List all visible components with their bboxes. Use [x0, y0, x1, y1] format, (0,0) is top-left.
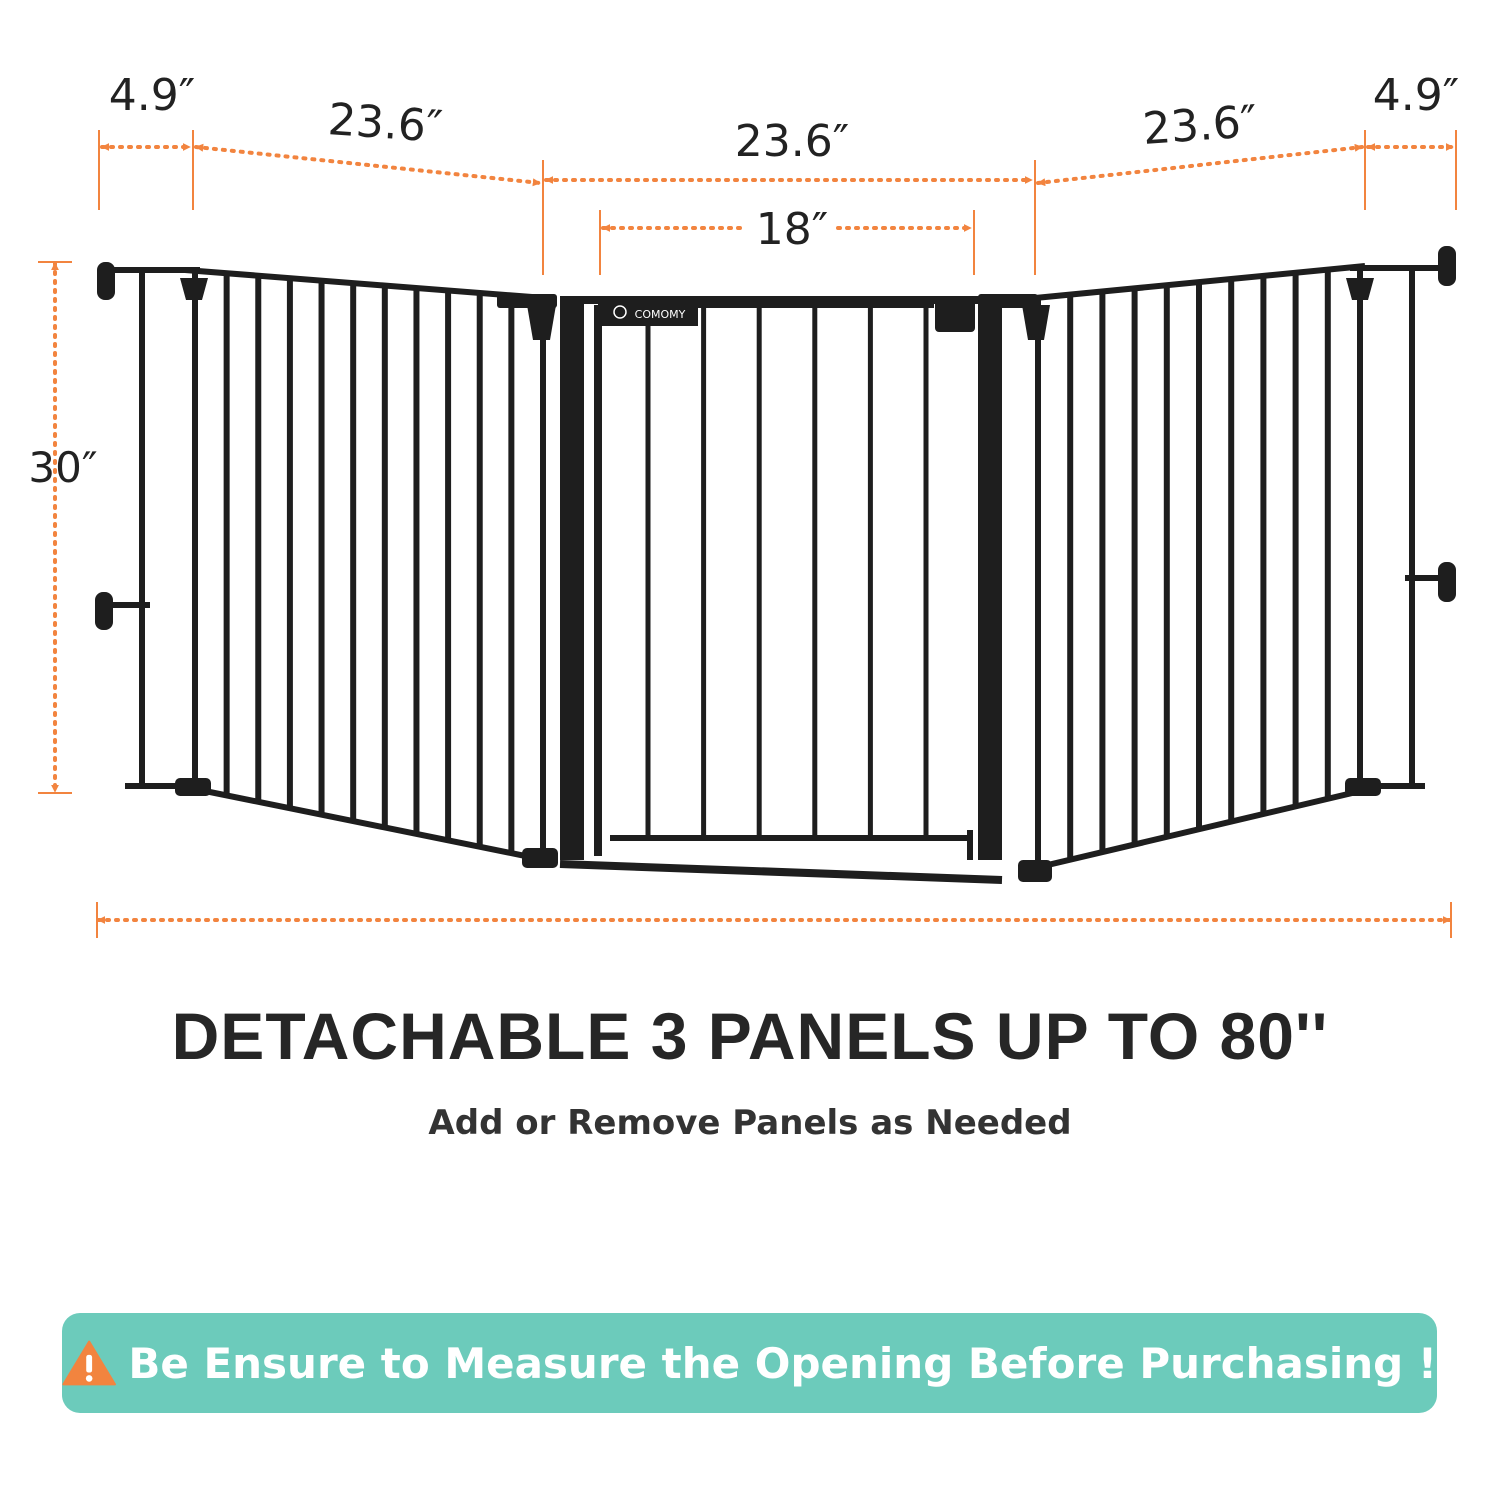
left-end-label: 4.9″	[108, 70, 196, 121]
wall-mount-top-left	[97, 262, 115, 300]
subheadline: Add or Remove Panels as Needed	[428, 1103, 1072, 1143]
door-latch	[935, 296, 975, 332]
left-panel	[175, 270, 558, 868]
right-panel-label: 23.6″	[1141, 96, 1259, 155]
right-panel	[1018, 266, 1381, 882]
measure-warning-banner	[62, 1313, 1437, 1413]
door-label: 18″	[755, 204, 829, 255]
brand-logo: COMOMY	[634, 308, 686, 321]
left-panel-label: 23.6″	[326, 94, 445, 153]
headline: DETACHABLE 3 PANELS UP TO 80''	[171, 999, 1329, 1073]
warning-icon	[62, 1332, 116, 1394]
height-label: 30″	[28, 443, 98, 492]
wall-mount-mid-right	[1438, 562, 1456, 602]
wall-mount-top-right	[1438, 246, 1456, 286]
banner-text: Be Ensure to Measure the Opening Before Purchasing !	[128, 1338, 1437, 1388]
right-end-extension	[1350, 246, 1456, 786]
center-panel-label: 23.6″	[734, 116, 850, 167]
right-end-label: 4.9″	[1372, 70, 1460, 121]
left-panel-arrow	[196, 147, 540, 183]
left-end-extension	[95, 262, 200, 786]
center-door-panel	[560, 294, 1038, 880]
wall-mount-mid-left	[95, 592, 113, 630]
right-panel-arrow	[1038, 147, 1362, 183]
gate-illustration	[95, 246, 1456, 882]
